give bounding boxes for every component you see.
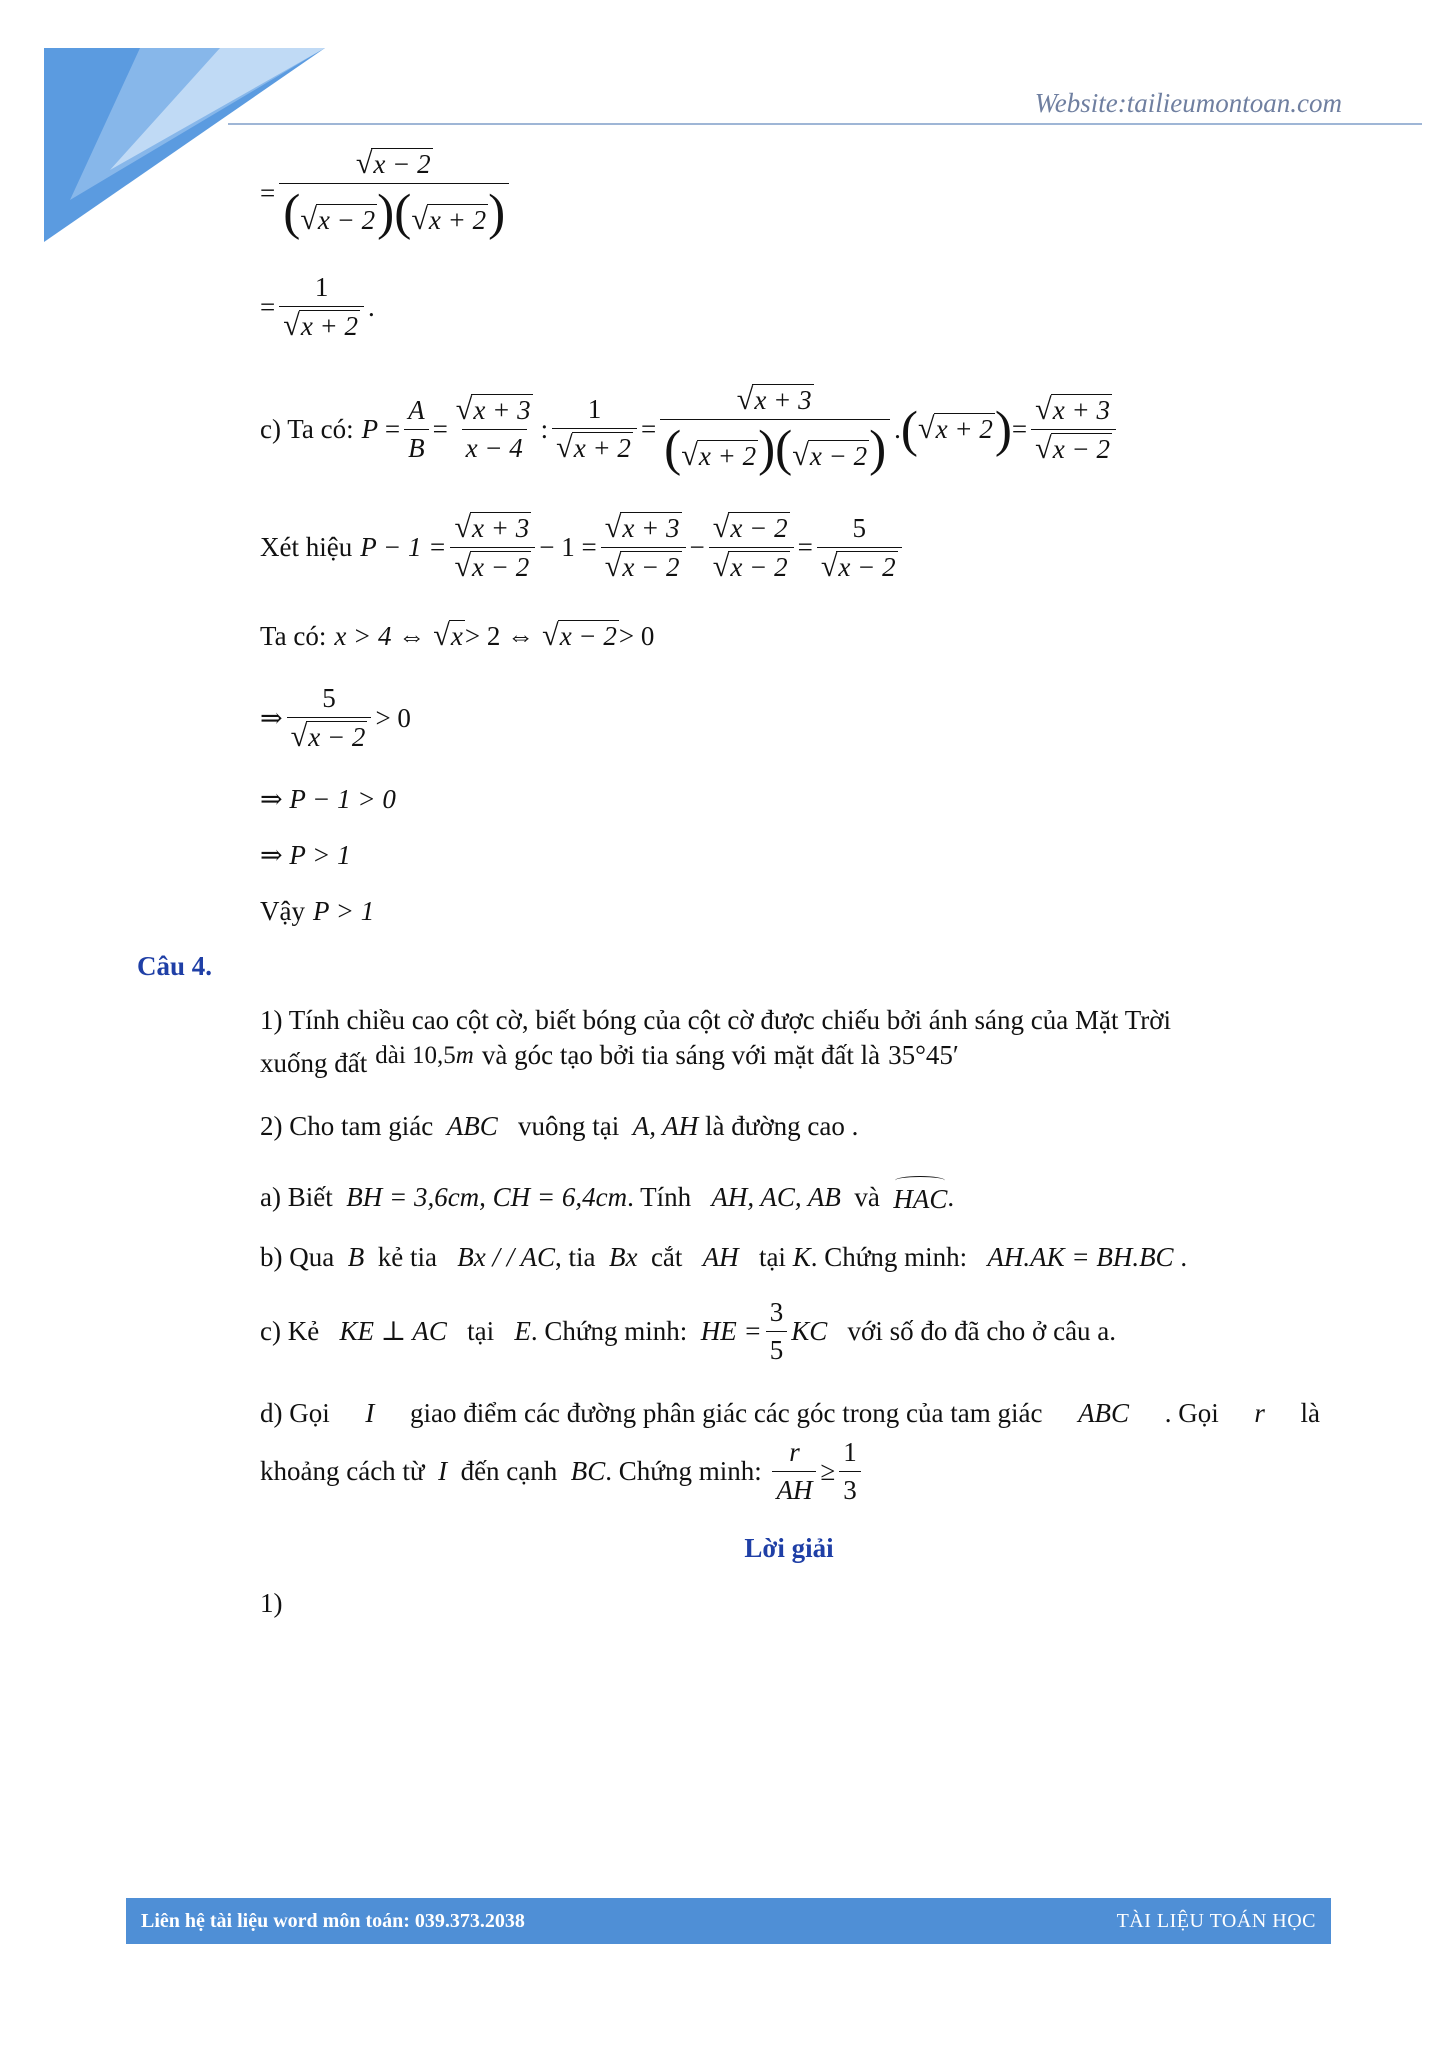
triangle: ABC xyxy=(446,1111,498,1141)
math-line-imp-3: ⇒ P > 1 xyxy=(260,840,351,870)
text: kẻ tia xyxy=(377,1242,437,1272)
text: là đường cao . xyxy=(704,1111,859,1141)
num: r xyxy=(789,1437,800,1467)
text: đến cạnh xyxy=(460,1456,558,1487)
text: khoảng cách từ xyxy=(260,1456,425,1487)
radicand: x + 2 xyxy=(428,205,487,236)
var: B xyxy=(347,1242,365,1272)
var: K xyxy=(792,1242,811,1272)
expr: Bx / / AC xyxy=(457,1242,555,1272)
text: và xyxy=(854,1182,880,1212)
radicand: x + 3 xyxy=(472,513,530,543)
text: , tia xyxy=(554,1242,596,1272)
text: tại xyxy=(758,1242,786,1272)
question-part-1-line-1: 1) Tính chiều cao cột cờ, biết bóng của cột cờ được chiếu bởi ánh sáng của Mặt Trời xyxy=(260,1005,1172,1035)
header-website: Website:tailieumontoan.com xyxy=(1034,88,1342,118)
radicand: x + 3 xyxy=(1052,394,1110,425)
var: r xyxy=(1254,1398,1265,1428)
text: d) Gọi xyxy=(260,1398,330,1428)
op: ≥ xyxy=(820,1456,836,1487)
expr: AH.AK = BH.BC xyxy=(987,1242,1174,1272)
triangle: ABC xyxy=(1078,1398,1130,1428)
expr: KC xyxy=(791,1316,828,1347)
text: . Gọi xyxy=(1164,1398,1219,1428)
text: . Chứng minh: xyxy=(810,1242,968,1272)
den: 3 xyxy=(839,1471,861,1506)
num: 1 xyxy=(587,394,602,425)
radicand: x + 2 xyxy=(698,441,757,472)
text: dài 10,5 xyxy=(375,1041,456,1069)
math-line-2: = 1 √ x + 2 . xyxy=(260,272,375,343)
op: − 1 = xyxy=(539,532,597,563)
solution-part-1: 1) xyxy=(260,1588,283,1618)
math-line-imp-1: ⇒ 5 √ x − 2 > 0 xyxy=(260,683,411,754)
radicand: x − 2 xyxy=(317,205,376,236)
label: Vậy xyxy=(260,896,305,926)
text: . xyxy=(1180,1242,1188,1272)
text: . Tính xyxy=(627,1182,692,1212)
label: Xét hiệu xyxy=(260,532,353,563)
radicand: x − 2 xyxy=(622,552,680,583)
question-part-d-line-2 xyxy=(260,1437,865,1506)
text: cắt xyxy=(650,1242,683,1272)
num: 3 xyxy=(769,1297,784,1327)
solution-title: Lời giải xyxy=(744,1533,834,1563)
math-line-imp-2: ⇒ P − 1 > 0 xyxy=(260,784,396,814)
den: 5 xyxy=(766,1331,788,1366)
num: 1 xyxy=(843,1437,857,1467)
label: c) Ta có: xyxy=(260,413,354,444)
text: 2) Cho tam giác xyxy=(260,1111,434,1141)
radicand: x + 3 xyxy=(473,395,531,426)
math-line-xet-hieu: Xét hiệu P − 1 = √ x + 3 √ x − 2 − 1 = √ x + 3 √ x − 2 − √ x − 2 √ x − 2 = 5 √ x − 2 xyxy=(260,512,906,583)
math-line-ta-co: Ta có: x > 4 ⇔ √ x > 2 ⇔ √ x − 2 > 0 xyxy=(260,618,655,652)
angle-hac: HAC xyxy=(893,1180,947,1215)
expr: Bx xyxy=(608,1242,638,1272)
question-part-d-line-1 xyxy=(260,1398,1320,1429)
text: giao điểm các đường phân giác các góc trong của tam giác xyxy=(410,1398,1043,1428)
radicand: x + 2 xyxy=(935,414,993,445)
question-part-a xyxy=(260,1180,954,1215)
expr: > 0 xyxy=(618,620,655,651)
footer-contact: Liên hệ tài liệu word môn toán: 039.373.2038 xyxy=(141,1909,525,1932)
expr: > 2 ⇔ xyxy=(464,620,535,651)
label: Ta có: xyxy=(260,620,327,651)
unit: m xyxy=(455,1041,474,1069)
den: AH xyxy=(772,1471,816,1506)
header-divider xyxy=(228,123,1422,125)
footer-bar xyxy=(126,1898,1331,1944)
text: là xyxy=(1300,1398,1320,1428)
radicand: x − 2 xyxy=(809,441,868,472)
text: . Chứng minh: xyxy=(530,1316,688,1347)
radicand: x − 2 xyxy=(838,551,896,582)
math-line-c: c) Ta có: P = $\frac{A}{B}$ = √ x + 3 x − 4 : 1 √ x + 2 = √ x + 3 ( √ x + 2 )( √ x − 2 ) . ( √ x + 2 ) = √ x + 3 √ x − 2 xyxy=(260,384,1120,474)
var: I xyxy=(365,1398,375,1428)
radicand: x + 2 xyxy=(300,311,359,342)
expr: AH, AC, AB xyxy=(711,1182,841,1212)
expr: BC xyxy=(570,1456,606,1487)
radicand: x − 2 xyxy=(472,552,530,583)
text: tại xyxy=(467,1316,495,1347)
expr: P > 1 xyxy=(312,896,375,926)
den: B xyxy=(404,429,429,464)
expr: AH xyxy=(702,1242,739,1272)
radicand: x xyxy=(450,621,463,651)
den: x − 4 xyxy=(462,429,527,464)
radicand: x − 2 xyxy=(1052,433,1110,464)
fraction-numerator: x − 2 xyxy=(373,149,431,179)
question-title: Câu 4. xyxy=(137,951,213,981)
var: I xyxy=(438,1456,448,1487)
question-part-1-line-2 xyxy=(260,1040,959,1079)
radicand: x + 3 xyxy=(622,513,680,543)
text: a) Biết xyxy=(260,1182,333,1212)
expr: BH = 3,6cm, CH = 6,4cm xyxy=(346,1182,628,1212)
footer-brand: TÀI LIỆU TOÁN HỌC xyxy=(1116,1909,1316,1932)
var: E xyxy=(514,1316,531,1347)
expr: HE = xyxy=(700,1316,762,1347)
var: P xyxy=(361,413,379,444)
num: A xyxy=(408,394,425,425)
lhs: P − 1 = xyxy=(360,532,447,563)
math-line-1: = √ x − 2 ( √ x − 2 )( √ x + 2 ) xyxy=(260,148,513,238)
math-line-vay xyxy=(260,896,374,927)
num: 5 xyxy=(852,512,866,543)
question-part-2 xyxy=(260,1111,858,1142)
question-part-c xyxy=(260,1297,1116,1366)
text: b) Qua xyxy=(260,1242,335,1272)
radicand: x − 2 xyxy=(559,621,617,651)
text: với số đo đã cho ở câu a. xyxy=(847,1316,1117,1347)
text: và góc tạo bởi tia sáng với mặt đất là xyxy=(481,1040,881,1070)
expr: KE ⊥ AC xyxy=(339,1316,447,1347)
angle: 35°45′ xyxy=(888,1040,959,1070)
radicand: x − 2 xyxy=(730,513,788,543)
expr: A, AH xyxy=(632,1111,699,1141)
text: . xyxy=(947,1182,955,1212)
radicand: x + 2 xyxy=(573,433,631,464)
radicand: x − 2 xyxy=(730,552,788,583)
expr: x > 4 ⇔ xyxy=(334,620,426,651)
question-part-b xyxy=(260,1242,1187,1273)
radicand: x − 2 xyxy=(308,722,366,753)
text: xuống đất xyxy=(260,1048,368,1078)
radicand: x + 3 xyxy=(754,385,812,415)
expr: > 0 xyxy=(375,702,411,733)
text: . Chứng minh: xyxy=(605,1456,762,1487)
num: 5 xyxy=(322,683,336,713)
text: c) Kẻ xyxy=(260,1316,320,1347)
text: vuông tại xyxy=(517,1111,620,1141)
